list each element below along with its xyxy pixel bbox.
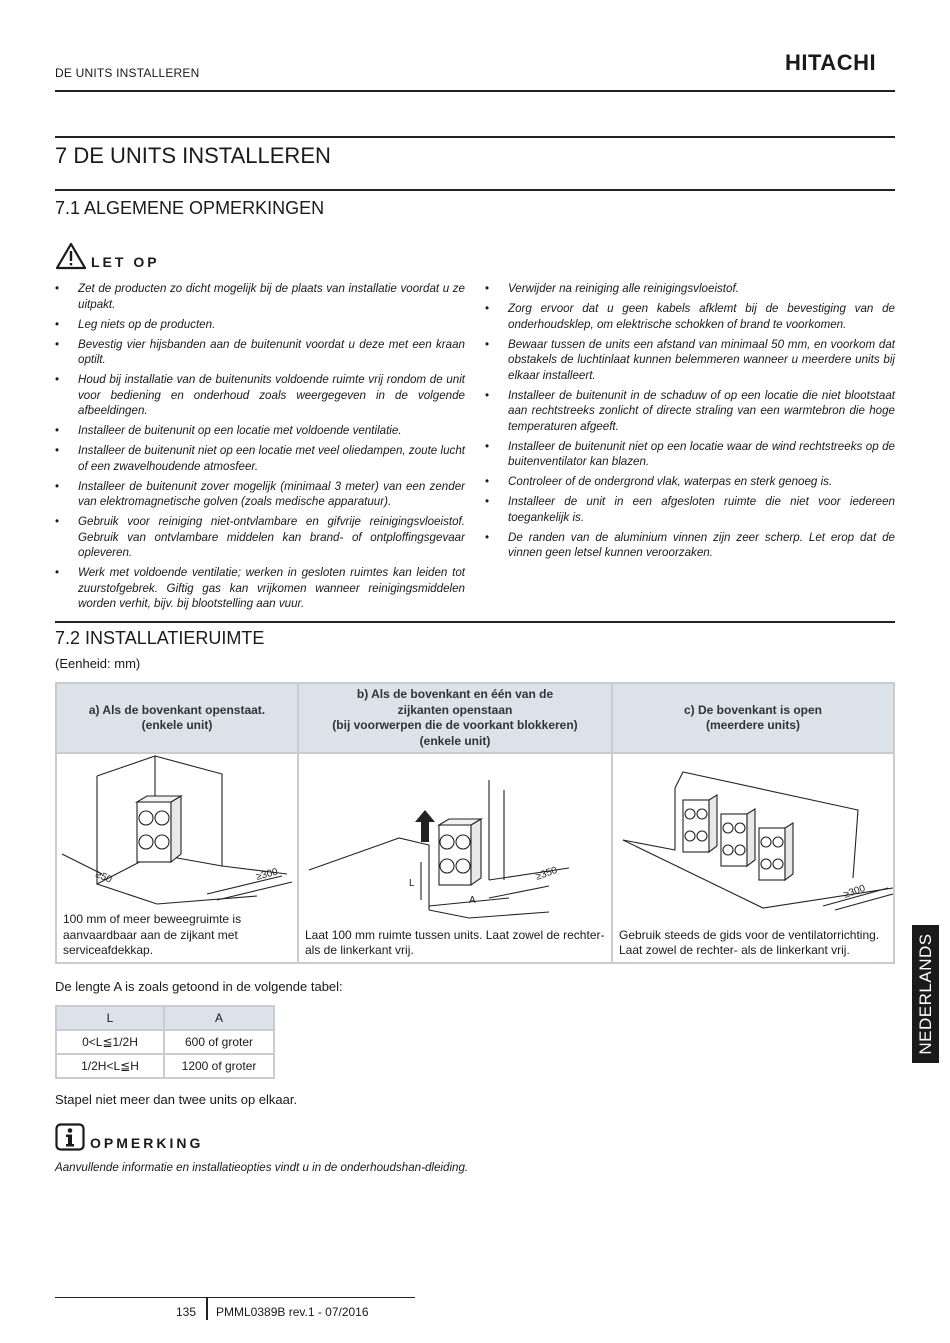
language-tab-label: NEDERLANDS: [915, 933, 935, 1055]
list-item: • Zorg ervoor dat u geen kabels afklemt bij de bevestiging van de onderhoudsklep, om elektrische schokken of brand te voorkomen.: [485, 301, 895, 332]
diagram-b-image: [299, 770, 611, 928]
diagram-a: [57, 754, 297, 912]
cell-l: 1/2H<L≦H: [56, 1054, 164, 1078]
col-header-l: L: [56, 1006, 164, 1030]
dim-a-side: ≥50: [93, 868, 114, 886]
dim-b-a: A: [469, 894, 476, 906]
chapter-title: 7 DE UNITS INSTALLEREN: [55, 143, 331, 168]
cell-c: [612, 753, 894, 963]
col-header-a: A: [164, 1006, 274, 1030]
language-tab: [912, 925, 939, 1063]
list-item: • Installeer de buitenunit op een locatie met voldoende ventilatie.: [55, 423, 465, 439]
dim-c-front: ≥300: [842, 882, 867, 901]
cell-a-value: 1200 of groter: [164, 1054, 274, 1078]
note-label: OPMERKING: [90, 1135, 204, 1151]
list-item: • Installeer de unit in een afgesloten ruimte die niet voor iedereen toegankelijk is.: [485, 494, 895, 525]
running-header: DE UNITS INSTALLEREN: [55, 66, 200, 80]
footer-divider: [206, 1298, 208, 1320]
dim-b-front: ≥350: [534, 864, 559, 883]
header-a-text: a) Als de bovenkant openstaat. (enkele unit): [88, 702, 266, 732]
brand-logo: HITACHI: [785, 50, 877, 75]
document-reference: PMML0389B rev.1 - 07/2016: [216, 1305, 369, 1319]
dim-a-front: ≥300: [254, 866, 280, 883]
list-item: • Zet de producten zo dicht mogelijk bij de plaats van installatie voordat u ze uitpakt.: [55, 281, 465, 312]
section-rule-1: [55, 189, 895, 191]
lengte-intro: De lengte A is zoals getoond in de volgende tabel:: [55, 979, 343, 994]
diagram-b: [299, 770, 611, 928]
list-item: • Installeer de buitenunit zover mogelijk (minimaal 3 meter) van een zender van elektromagnetische golven (zoals medische apparatuur).: [55, 479, 465, 510]
caption-c: Gebruik steeds de gids voor de ventilatorrichting. Laat zowel de rechter- als de linkerkant vrij.: [619, 927, 880, 957]
length-table: [55, 1005, 275, 1079]
diagram-c-image: [613, 770, 893, 928]
header-b-text: b) Als de bovenkant en één van de zijkanten openstaan (bij voorwerpen die de voorkant blokkeren) (enkele unit): [332, 687, 578, 748]
list-item: • Verwijder na reiniging alle reinigingsvloeistof.: [485, 281, 895, 297]
footer-rule: [55, 1297, 415, 1298]
note-heading: [55, 1123, 355, 1153]
section-rule-2: [55, 621, 895, 623]
list-item: • Gebruik voor reiniging niet-ontvlambare en gifvrije reinigingsvloeistof. Gebruik van ontvlambare middelen kan brand- of ontploffingsgevaar opleveren.: [55, 514, 465, 561]
dim-b-l: L: [409, 877, 415, 889]
caution-list-left: [55, 281, 465, 616]
header-b: [298, 683, 612, 753]
installation-space-table: [55, 682, 895, 964]
caution-heading: [55, 242, 355, 272]
cell-a: [56, 753, 298, 963]
cell-b: [298, 753, 612, 963]
header-a: [56, 683, 298, 753]
list-item: • Bevestig vier hijsbanden aan de buitenunit voordat u deze met een kraan optilt.: [55, 337, 465, 368]
list-item: • Installeer de buitenunit niet op een locatie waar de wind rechtstreeks op de buitenventilator kan blazen.: [485, 439, 895, 470]
list-item: • Bewaar tussen de units een afstand van minimaal 50 mm, en voorkom dat obstakels de luchtinlaat kunnen belemmeren wanneer u meerdere units bij elkaar installeert.: [485, 337, 895, 384]
caption-b: Laat 100 mm ruimte tussen units. Laat zowel de rechter- als de linkerkant vrij.: [305, 927, 605, 957]
diagram-a-image: [57, 754, 297, 912]
header-c-text: c) De bovenkant is open (meerdere units): [683, 702, 823, 732]
list-item: • De randen van de aluminium vinnen zijn zeer scherp. Let erop dat de vinnen geen letsel kunnen veroorzaken.: [485, 530, 895, 561]
section-title-7-2: 7.2 INSTALLATIERUIMTE: [55, 628, 265, 648]
list-item: • Controleer of de ondergrond vlak, waterpas en sterk genoeg is.: [485, 474, 895, 490]
caution-label: LET OP: [91, 254, 160, 270]
stacking-note: Stapel niet meer dan twee units op elkaar.: [55, 1092, 298, 1107]
info-icon: [55, 1123, 85, 1151]
table-row: [56, 1054, 274, 1078]
table-row: [56, 1030, 274, 1054]
diagram-c: [613, 770, 893, 928]
list-item: • Installeer de buitenunit in de schaduw of op een locatie die niet blootstaat aan rechtstreeks zonlicht of directe straling van een warmtebron die hoge temperaturen afgeeft.: [485, 388, 895, 435]
note-text: Aanvullende informatie en installatieopties vindt u in de onderhoudshan-dleiding.: [55, 1161, 469, 1174]
header-rule: [55, 90, 895, 92]
cell-l: 0<L≦1/2H: [56, 1030, 164, 1054]
caution-list-right: [485, 281, 895, 565]
unit-note: (Eenheid: mm): [55, 656, 141, 671]
list-item: • Werk met voldoende ventilatie; werken in gesloten ruimtes kan leiden tot zuurstofgebrek. Giftig gas kan vrijkomen wanneer reinigingsmiddelen worden verhit, bijv. bij blootstelling aan vuur.: [55, 565, 465, 612]
title-rule: [55, 136, 895, 138]
header-c: [612, 683, 894, 753]
list-item: • Leg niets op de producten.: [55, 317, 465, 333]
section-title-7-1: 7.1 ALGEMENE OPMERKINGEN: [55, 198, 325, 218]
list-item: • Houd bij installatie van de buitenunits voldoende ruimte vrij rondom de unit voor bediening en onderhoud zoals weergegeven in de volgende afbeeldingen.: [55, 372, 465, 419]
cell-a-value: 600 of groter: [164, 1030, 274, 1054]
caption-a: 100 mm of meer beweegruimte is aanvaardbaar aan de zijkant met serviceafdekkap.: [63, 912, 242, 957]
page-number: 135: [176, 1305, 197, 1319]
warning-icon: [55, 242, 87, 270]
list-item: • Installeer de buitenunit niet op een locatie met veel oliedampen, zoute lucht of een zwavelhoudende atmosfeer.: [55, 443, 465, 474]
